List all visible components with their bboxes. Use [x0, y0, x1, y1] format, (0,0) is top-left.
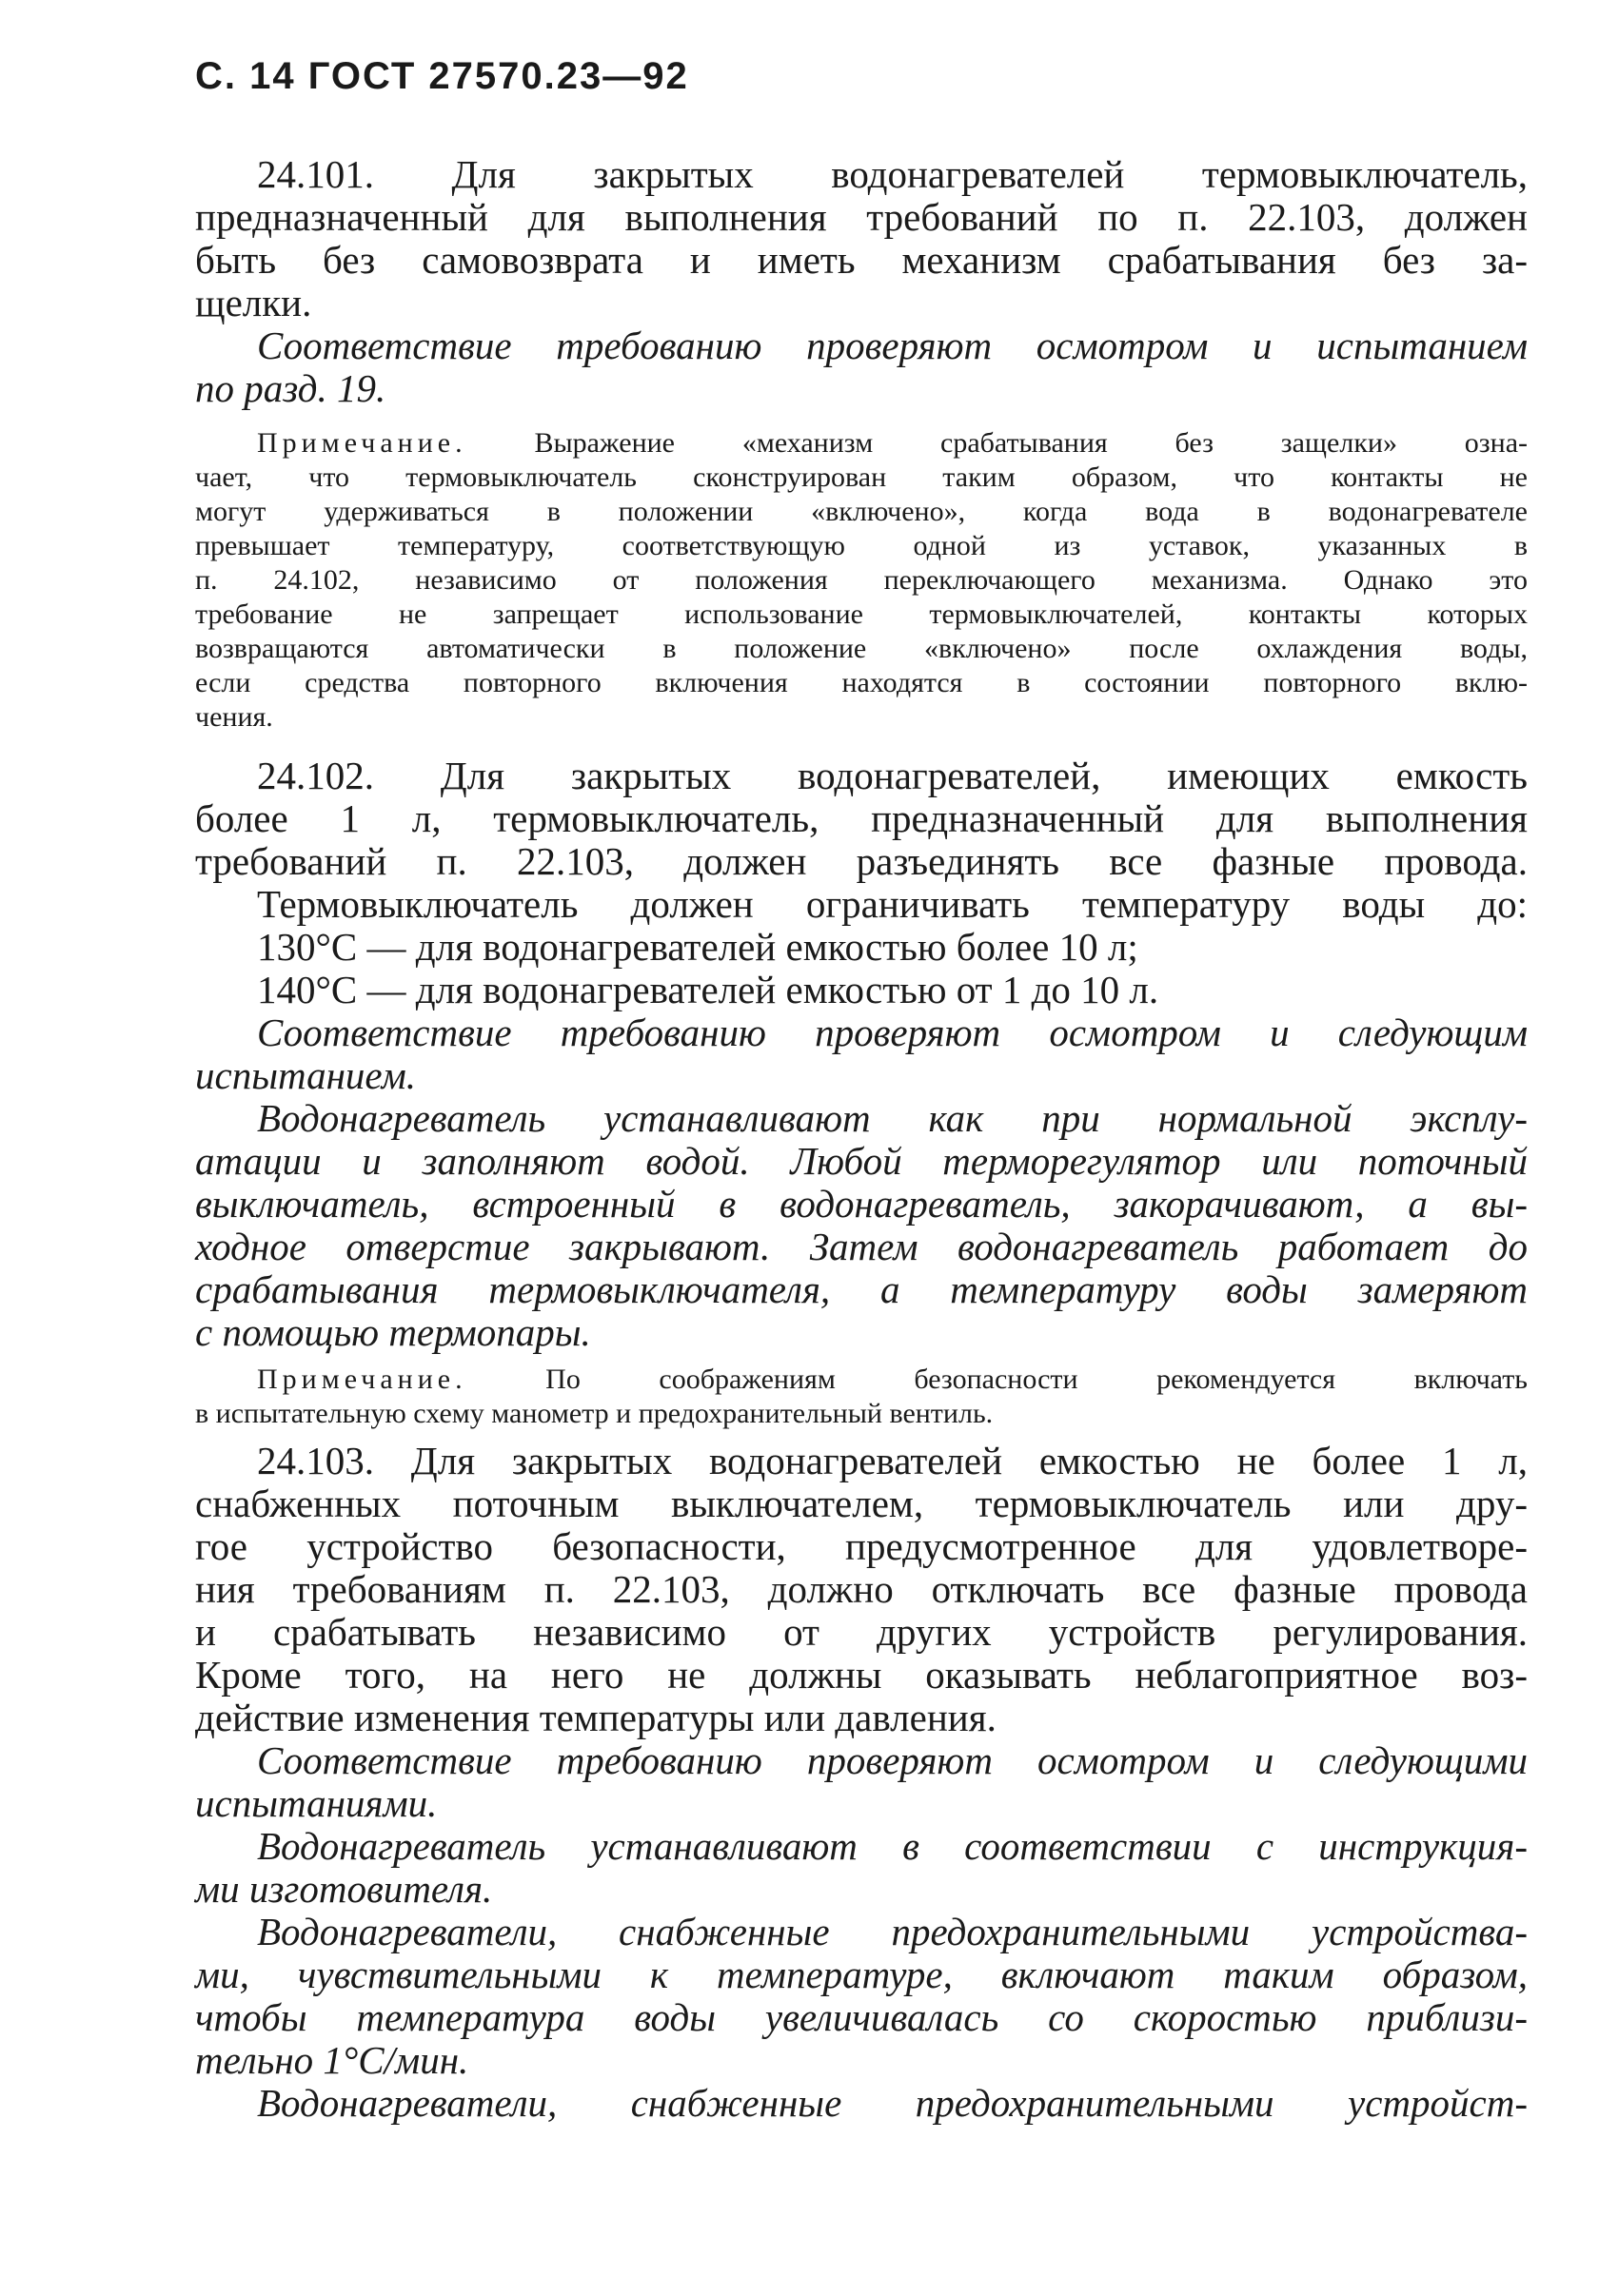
note-line: чает, что термовыключатель сконструирован таким образом, что контакты не — [195, 461, 1528, 493]
note-line: чения. — [195, 701, 273, 733]
text-line: чтобы температура воды увеличивалась со скоростью приблизи- — [195, 1995, 1528, 2039]
text-line: срабатывания термовыключателя, а температуру воды замеряют — [195, 1267, 1528, 1311]
note-line: возвращаются автоматически в положение «включено» после охлаждения воды, — [195, 633, 1528, 664]
text-line: Водонагреватель устанавливают в соответствии с инструкция- — [257, 1824, 1528, 1868]
note-line — [257, 1363, 1528, 1396]
text-line: Водонагреватели, снабженные предохранительными устройст- — [257, 2081, 1528, 2125]
note-text: По соображениям безопасности рекомендуется включать — [466, 1364, 1528, 1395]
text-line: Водонагреватель устанавливают как при нормальной эксплу- — [257, 1096, 1528, 1140]
page-header: С. 14 ГОСТ 27570.23—92 — [195, 55, 689, 97]
note-line: могут удерживаться в положении «включено», когда вода в водонагревателе — [195, 496, 1528, 527]
text-line: ходное отверстие закрывают. Затем водонагреватель работает до — [195, 1225, 1528, 1268]
text-line: испытаниями. — [195, 1781, 438, 1825]
text-line: гое устройство безопасности, предусмотренное для удовлетворе- — [195, 1524, 1528, 1568]
text-line: по разд. 19. — [195, 366, 386, 410]
text-line: снабженных поточным выключателем, термовыключатель или дру- — [195, 1482, 1528, 1525]
note-label: Примечание. — [257, 427, 467, 459]
text-line: ми, чувствительными к температуре, включают таким образом, — [195, 1953, 1528, 1996]
text-line: требований п. 22.103, должен разъединять все фазные провода. — [195, 839, 1528, 883]
note-line: превышает температуру, соответствующую одной из уставок, указанных в — [195, 530, 1528, 561]
text-line: ния требованиям п. 22.103, должно отключать все фазные провода — [195, 1567, 1528, 1611]
note-line: в испытательную схему манометр и предохранительный вентиль. — [195, 1398, 994, 1429]
text-line: 24.102. Для закрытых водонагревателей, имеющих емкость — [257, 754, 1528, 797]
text-line: действие изменения температуры или давления. — [195, 1696, 997, 1739]
text-line: Соответствие требованию проверяют осмотром и испытанием — [257, 324, 1528, 367]
text-line: испытанием. — [195, 1053, 417, 1097]
note-line: если средства повторного включения находятся в состоянии повторного вклю- — [195, 667, 1528, 698]
note-line: требование не запрещает использование термовыключателей, контакты которых — [195, 599, 1528, 630]
text-line: ми изготовителя. — [195, 1867, 493, 1911]
text-line: атации и заполняют водой. Любой терморегулятор или поточный — [195, 1139, 1528, 1183]
note-line — [257, 426, 1528, 460]
note-label: Примечание. — [257, 1364, 467, 1395]
text-line: 140°С — для водонагревателей емкостью от 1 до 10 л. — [257, 968, 1159, 1011]
document-page — [195, 0, 1528, 2296]
text-line: Кроме того, на него не должны оказывать неблагоприятное воз- — [195, 1653, 1528, 1697]
text-line: и срабатывать независимо от других устройств регулирования. — [195, 1610, 1528, 1654]
text-line: выключатель, встроенный в водонагреватель, закорачивают, а вы- — [195, 1182, 1528, 1226]
text-line: 24.101. Для закрытых водонагревателей термовыключатель, — [257, 152, 1528, 196]
text-line: щелки. — [195, 281, 312, 324]
text-line: 24.103. Для закрытых водонагревателей емкостью не более 1 л, — [257, 1439, 1528, 1482]
note-line: п. 24.102, независимо от положения переключающего механизма. Однако это — [195, 564, 1528, 596]
text-line: Термовыключатель должен ограничивать температуру воды до: — [257, 882, 1528, 926]
text-line: с помощью термопары. — [195, 1310, 591, 1354]
text-line: Соответствие требованию проверяют осмотром и следующими — [257, 1738, 1528, 1782]
note-text: Выражение «механизм срабатывания без защелки» озна- — [466, 427, 1528, 459]
text-line: тельно 1°С/мин. — [195, 2038, 469, 2082]
text-line: быть без самовозврата и иметь механизм срабатывания без за- — [195, 238, 1528, 282]
text-line: 130°С — для водонагревателей емкостью более 10 л; — [257, 925, 1138, 969]
text-line: Соответствие требованию проверяют осмотром и следующим — [257, 1011, 1528, 1054]
text-line: Водонагреватели, снабженные предохранительными устройства- — [257, 1910, 1528, 1953]
text-line: более 1 л, термовыключатель, предназначенный для выполнения — [195, 796, 1528, 840]
text-line: предназначенный для выполнения требований по п. 22.103, должен — [195, 195, 1528, 239]
